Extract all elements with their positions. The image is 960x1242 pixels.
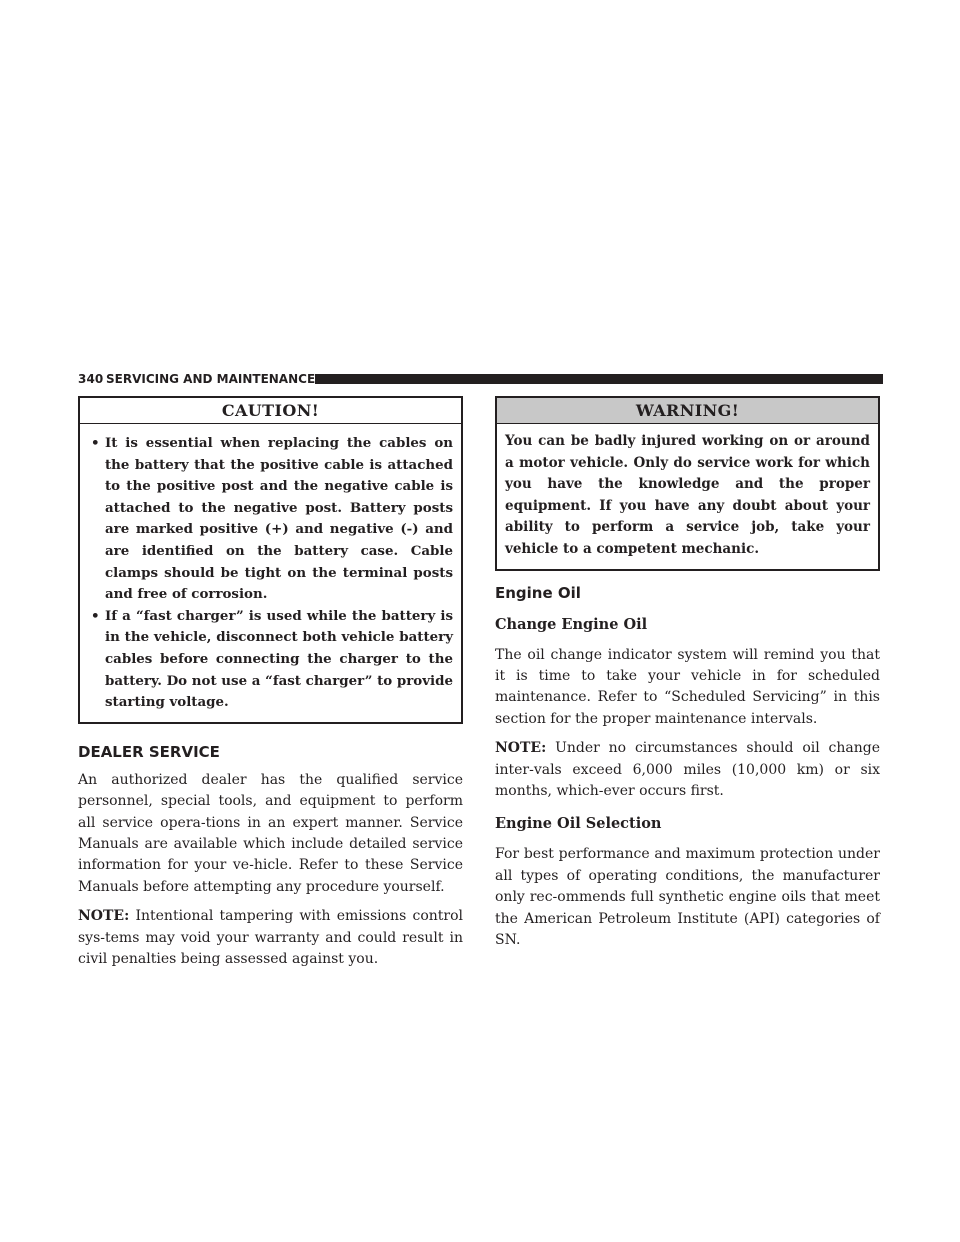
- note-label: NOTE:: [495, 740, 547, 757]
- warning-title: WARNING!: [497, 398, 878, 424]
- caution-item-text: If a “fast charger” is used while the battery is in the vehicle, disconnect both vehicle battery cables before connecting the charger to the battery. Do not use a “fast charger” to provide starting voltage.: [105, 607, 453, 711]
- caution-item: [91, 606, 453, 714]
- bullet-icon: •: [91, 435, 100, 451]
- dealer-service-note: [78, 906, 463, 970]
- caution-title: CAUTION!: [80, 398, 461, 424]
- section-title: SERVICING AND MAINTENANCE: [106, 372, 316, 386]
- engine-oil-note: [495, 738, 880, 802]
- note-text: Under no circumstances should oil change inter-vals exceed 6,000 miles (10,000 km) or six months, which-ever occurs first.: [495, 740, 880, 799]
- caution-box: [78, 396, 463, 724]
- change-engine-oil-paragraph: The oil change indicator system will remind you that it is time to take your vehicle in for scheduled maintenance. Refer to “Scheduled Servicing” in this section for the proper maintenance intervals.: [495, 646, 880, 727]
- header-rule: [315, 374, 883, 384]
- caution-body: [80, 424, 461, 722]
- dealer-service-paragraph: An authorized dealer has the qualified service personnel, special tools, and equipment to perform all service opera-tions in an expert manner. Service Manuals are available which include detailed service information for your ve-hicle. Refer to these Service Manuals before attempting any procedure yourself.: [78, 771, 463, 895]
- caution-item: [91, 433, 453, 606]
- note-text: Intentional tampering with emissions control sys-tems may void your warranty and could result in civil penalties being assessed against you.: [78, 908, 463, 967]
- page-header: [78, 371, 883, 387]
- caution-item-text: It is essential when replacing the cables on the battery that the positive cable is attached to the positive post and the negative cable is attached to the negative post. Battery posts are marked positive (+) and negative (-) and are identified on the battery case. Cable clamps should be tight on the terminal posts and free of corrosion.: [105, 435, 453, 603]
- engine-oil-selection-heading: Engine Oil Selection: [495, 815, 662, 833]
- warning-body: You can be badly injured working on or around a motor vehicle. Only do service work for which you have the knowledge and the proper equipment. If you have any doubt about your ability to perform a service job, take your vehicle to a competent mechanic.: [505, 433, 870, 557]
- engine-oil-selection-paragraph: For best performance and maximum protection under all types of operating conditions, the manufacturer only rec-ommends full synthetic engine oils that meet the American Petroleum Institute (API) categories of SN.: [495, 846, 880, 949]
- note-label: NOTE:: [78, 908, 130, 925]
- right-column: [495, 396, 880, 951]
- bullet-icon: •: [91, 607, 100, 624]
- engine-oil-heading: Engine Oil: [495, 583, 581, 602]
- page-number: 340: [78, 372, 104, 386]
- warning-box: [495, 396, 880, 571]
- left-column: [78, 396, 463, 970]
- change-engine-oil-heading: Change Engine Oil: [495, 615, 648, 633]
- dealer-service-heading: DEALER SERVICE: [78, 742, 220, 761]
